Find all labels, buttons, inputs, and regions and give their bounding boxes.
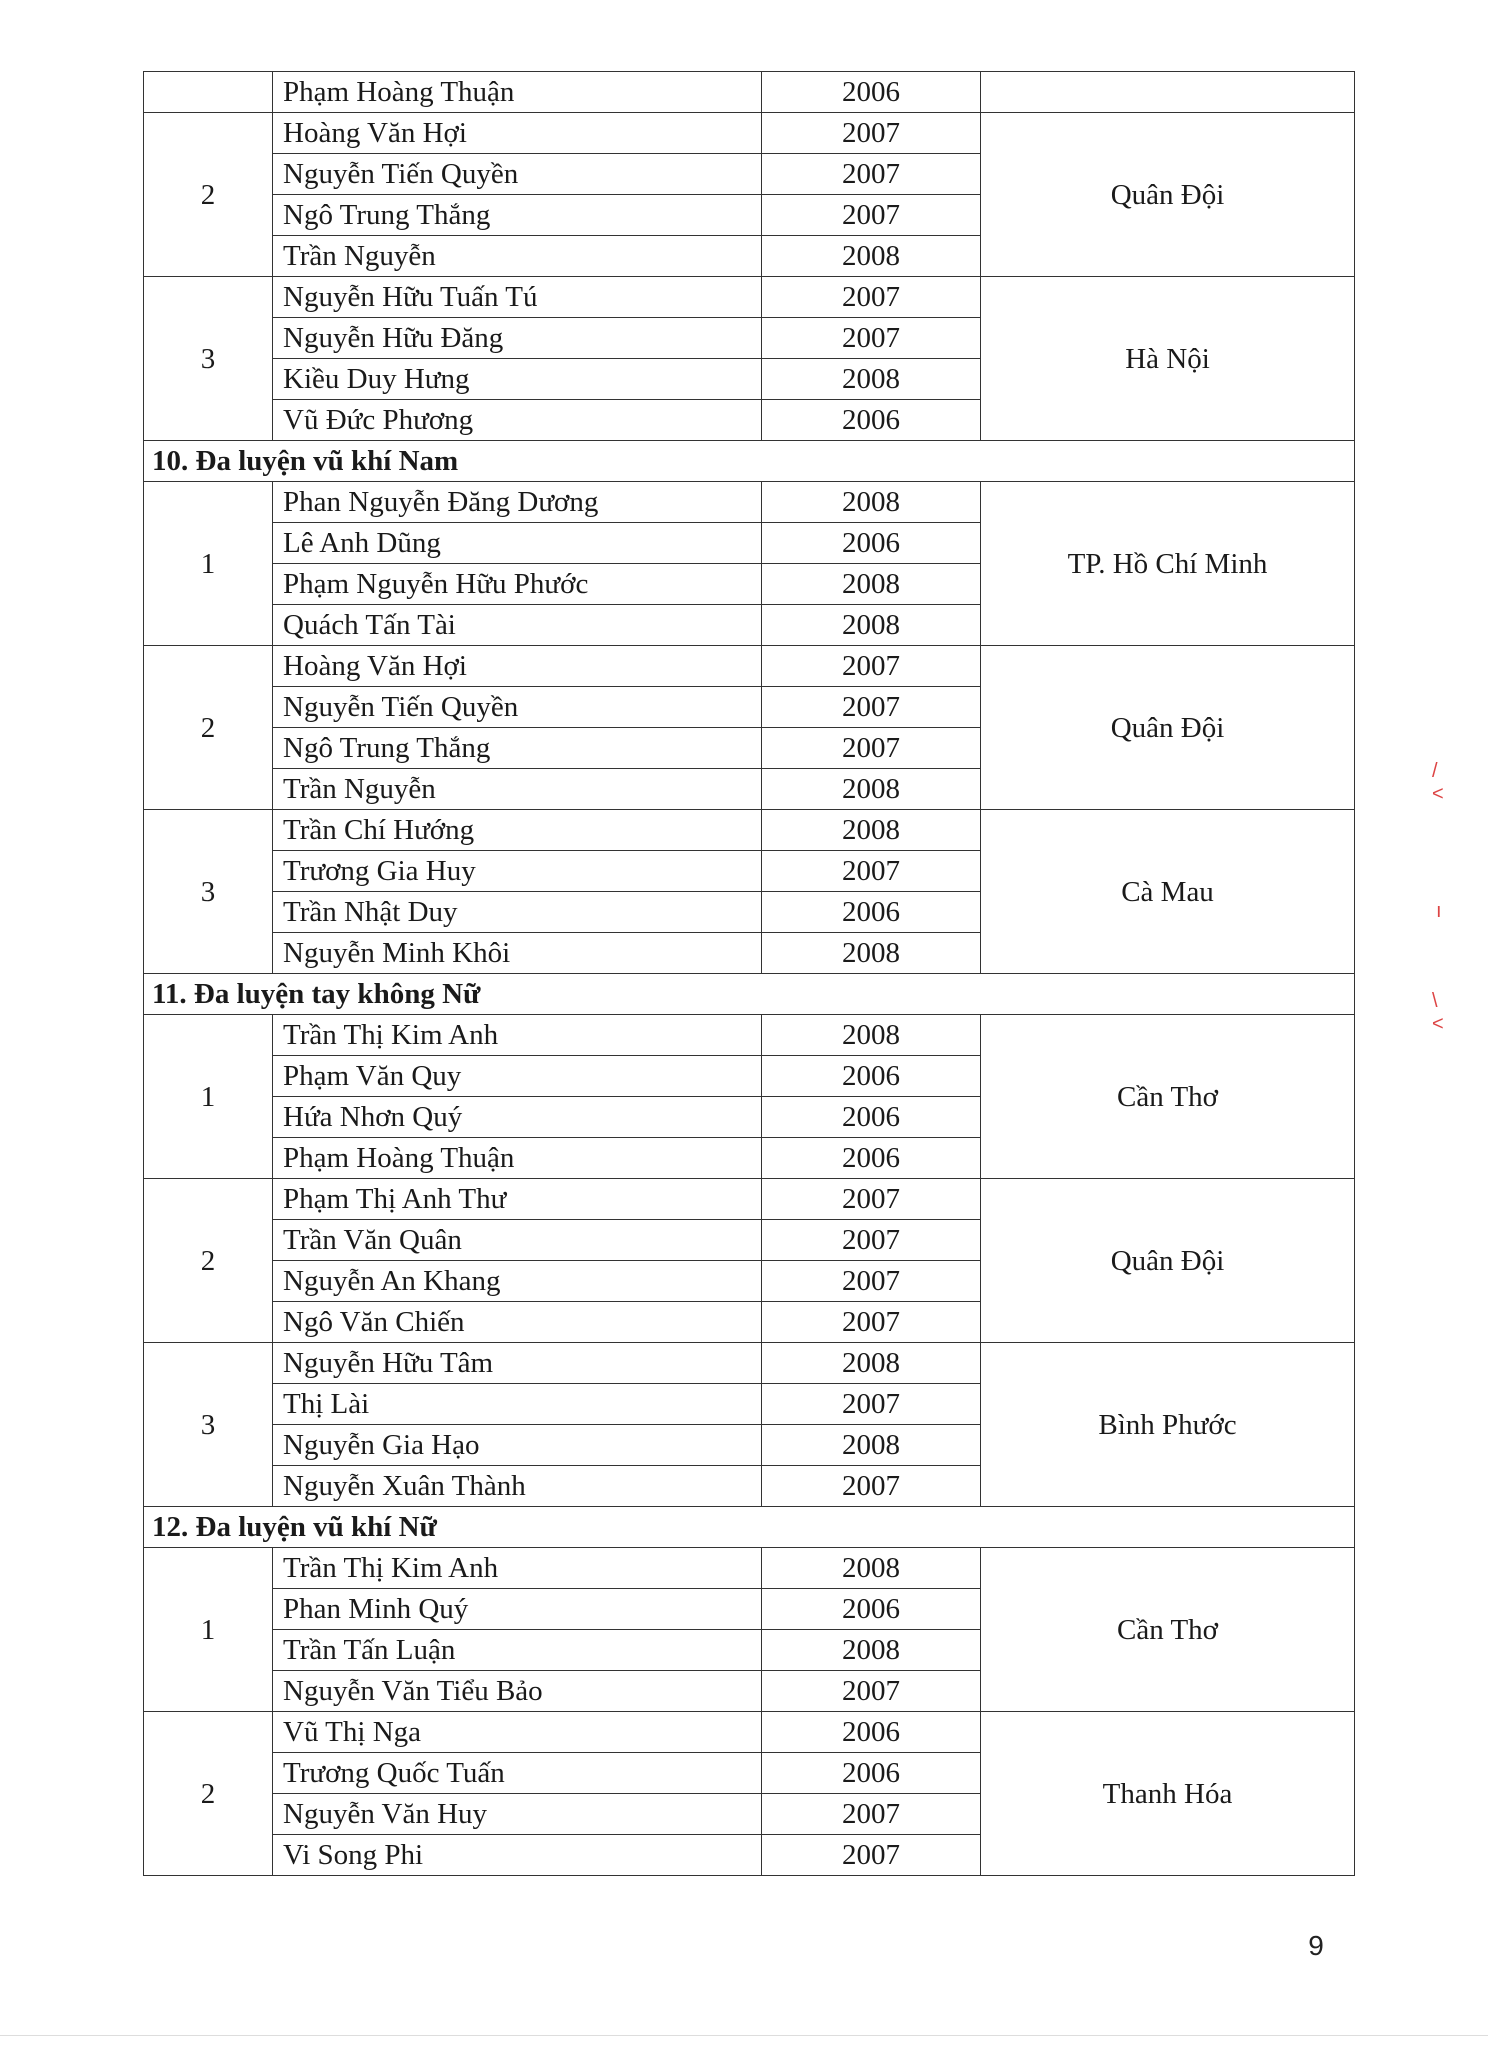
athlete-name: Nguyễn Hữu Tuấn Tú xyxy=(273,277,762,318)
rank-cell: 3 xyxy=(144,277,273,441)
athlete-name: Ngô Trung Thắng xyxy=(273,728,762,769)
rank-cell: 2 xyxy=(144,113,273,277)
athlete-name: Phạm Nguyễn Hữu Phước xyxy=(273,564,762,605)
birth-year: 2006 xyxy=(762,1097,981,1138)
birth-year: 2007 xyxy=(762,1261,981,1302)
section-title: 12. Đa luyện vũ khí Nữ xyxy=(144,1507,1355,1548)
birth-year: 2007 xyxy=(762,277,981,318)
athlete-name: Trần Thị Kim Anh xyxy=(273,1015,762,1056)
rank-cell: 2 xyxy=(144,646,273,810)
athlete-name: Ngô Văn Chiến xyxy=(273,1302,762,1343)
rank-cell: 3 xyxy=(144,810,273,974)
rank-cell: 1 xyxy=(144,1548,273,1712)
birth-year: 2006 xyxy=(762,400,981,441)
section-title: 10. Đa luyện vũ khí Nam xyxy=(144,441,1355,482)
birth-year: 2008 xyxy=(762,1548,981,1589)
table-row xyxy=(144,810,1355,851)
team-name: Quân Đội xyxy=(981,1179,1355,1343)
team-name: TP. Hồ Chí Minh xyxy=(981,482,1355,646)
athlete-name: Trương Quốc Tuấn xyxy=(273,1753,762,1794)
athlete-name: Phạm Hoàng Thuận xyxy=(273,72,762,113)
athlete-name: Phan Minh Quý xyxy=(273,1589,762,1630)
athlete-name: Thị Lài xyxy=(273,1384,762,1425)
team-name: Cà Mau xyxy=(981,810,1355,974)
team-name xyxy=(981,72,1355,113)
birth-year: 2008 xyxy=(762,810,981,851)
table-row xyxy=(144,646,1355,687)
athlete-name: Nguyễn Văn Huy xyxy=(273,1794,762,1835)
birth-year: 2006 xyxy=(762,1712,981,1753)
athlete-name: Trần Nguyễn xyxy=(273,769,762,810)
athlete-name: Nguyễn Gia Hạo xyxy=(273,1425,762,1466)
birth-year: 2008 xyxy=(762,605,981,646)
athlete-name: Hoàng Văn Hợi xyxy=(273,113,762,154)
birth-year: 2008 xyxy=(762,236,981,277)
birth-year: 2008 xyxy=(762,359,981,400)
table-row xyxy=(144,1548,1355,1589)
birth-year: 2006 xyxy=(762,523,981,564)
table-row xyxy=(144,1343,1355,1384)
athlete-name: Nguyễn Hữu Đăng xyxy=(273,318,762,359)
birth-year: 2008 xyxy=(762,482,981,523)
results-table-body xyxy=(144,72,1355,1876)
birth-year: 2008 xyxy=(762,564,981,605)
table-row xyxy=(144,113,1355,154)
team-name: Quân Đội xyxy=(981,646,1355,810)
athlete-name: Nguyễn An Khang xyxy=(273,1261,762,1302)
birth-year: 2008 xyxy=(762,1015,981,1056)
rank-cell: 3 xyxy=(144,1343,273,1507)
team-name: Cần Thơ xyxy=(981,1015,1355,1179)
athlete-name: Hứa Nhơn Quý xyxy=(273,1097,762,1138)
rank-cell: 1 xyxy=(144,482,273,646)
athlete-name: Ngô Trung Thắng xyxy=(273,195,762,236)
birth-year: 2007 xyxy=(762,1671,981,1712)
scan-edge-line xyxy=(0,2035,1488,2036)
athlete-name: Kiều Duy Hưng xyxy=(273,359,762,400)
section-header-row xyxy=(144,974,1355,1015)
margin-pen-marks: / < ı \ < xyxy=(1432,760,1444,1035)
birth-year: 2008 xyxy=(762,1630,981,1671)
table-row xyxy=(144,482,1355,523)
birth-year: 2008 xyxy=(762,1425,981,1466)
birth-year: 2006 xyxy=(762,1589,981,1630)
athlete-name: Nguyễn Hữu Tâm xyxy=(273,1343,762,1384)
athlete-name: Nguyễn Văn Tiểu Bảo xyxy=(273,1671,762,1712)
athlete-name: Phạm Thị Anh Thư xyxy=(273,1179,762,1220)
rank-cell: 2 xyxy=(144,1179,273,1343)
athlete-name: Phan Nguyễn Đăng Dương xyxy=(273,482,762,523)
athlete-name: Trương Gia Huy xyxy=(273,851,762,892)
athlete-name: Trần Nhật Duy xyxy=(273,892,762,933)
birth-year: 2007 xyxy=(762,646,981,687)
table-row xyxy=(144,72,1355,113)
birth-year: 2007 xyxy=(762,687,981,728)
results-table xyxy=(143,71,1355,1876)
athlete-name: Lê Anh Dũng xyxy=(273,523,762,564)
birth-year: 2007 xyxy=(762,1220,981,1261)
athlete-name: Phạm Hoàng Thuận xyxy=(273,1138,762,1179)
section-title: 11. Đa luyện tay không Nữ xyxy=(144,974,1355,1015)
table-row xyxy=(144,277,1355,318)
birth-year: 2007 xyxy=(762,1302,981,1343)
athlete-name: Phạm Văn Quy xyxy=(273,1056,762,1097)
section-header-row xyxy=(144,1507,1355,1548)
athlete-name: Trần Văn Quân xyxy=(273,1220,762,1261)
page-number: 9 xyxy=(1308,1930,1324,1961)
birth-year: 2007 xyxy=(762,728,981,769)
team-name: Hà Nội xyxy=(981,277,1355,441)
birth-year: 2006 xyxy=(762,1753,981,1794)
athlete-name: Hoàng Văn Hợi xyxy=(273,646,762,687)
birth-year: 2006 xyxy=(762,72,981,113)
birth-year: 2007 xyxy=(762,1384,981,1425)
birth-year: 2007 xyxy=(762,1794,981,1835)
section-header-row xyxy=(144,441,1355,482)
birth-year: 2006 xyxy=(762,892,981,933)
birth-year: 2007 xyxy=(762,1835,981,1876)
team-name: Bình Phước xyxy=(981,1343,1355,1507)
birth-year: 2007 xyxy=(762,154,981,195)
athlete-name: Quách Tấn Tài xyxy=(273,605,762,646)
birth-year: 2006 xyxy=(762,1138,981,1179)
table-row xyxy=(144,1712,1355,1753)
birth-year: 2007 xyxy=(762,318,981,359)
team-name: Quân Đội xyxy=(981,113,1355,277)
rank-cell xyxy=(144,72,273,113)
athlete-name: Nguyễn Minh Khôi xyxy=(273,933,762,974)
athlete-name: Nguyễn Xuân Thành xyxy=(273,1466,762,1507)
team-name: Cần Thơ xyxy=(981,1548,1355,1712)
birth-year: 2007 xyxy=(762,851,981,892)
athlete-name: Vũ Thị Nga xyxy=(273,1712,762,1753)
athlete-name: Trần Tấn Luận xyxy=(273,1630,762,1671)
table-row xyxy=(144,1179,1355,1220)
athlete-name: Nguyễn Tiến Quyền xyxy=(273,687,762,728)
birth-year: 2007 xyxy=(762,195,981,236)
birth-year: 2007 xyxy=(762,1466,981,1507)
rank-cell: 1 xyxy=(144,1015,273,1179)
table-row xyxy=(144,1015,1355,1056)
team-name: Thanh Hóa xyxy=(981,1712,1355,1876)
athlete-name: Trần Nguyễn xyxy=(273,236,762,277)
athlete-name: Trần Chí Hướng xyxy=(273,810,762,851)
birth-year: 2008 xyxy=(762,933,981,974)
birth-year: 2008 xyxy=(762,769,981,810)
birth-year: 2006 xyxy=(762,1056,981,1097)
athlete-name: Trần Thị Kim Anh xyxy=(273,1548,762,1589)
birth-year: 2007 xyxy=(762,1179,981,1220)
athlete-name: Nguyễn Tiến Quyền xyxy=(273,154,762,195)
athlete-name: Vi Song Phi xyxy=(273,1835,762,1876)
birth-year: 2008 xyxy=(762,1343,981,1384)
rank-cell: 2 xyxy=(144,1712,273,1876)
athlete-name: Vũ Đức Phương xyxy=(273,400,762,441)
birth-year: 2007 xyxy=(762,113,981,154)
